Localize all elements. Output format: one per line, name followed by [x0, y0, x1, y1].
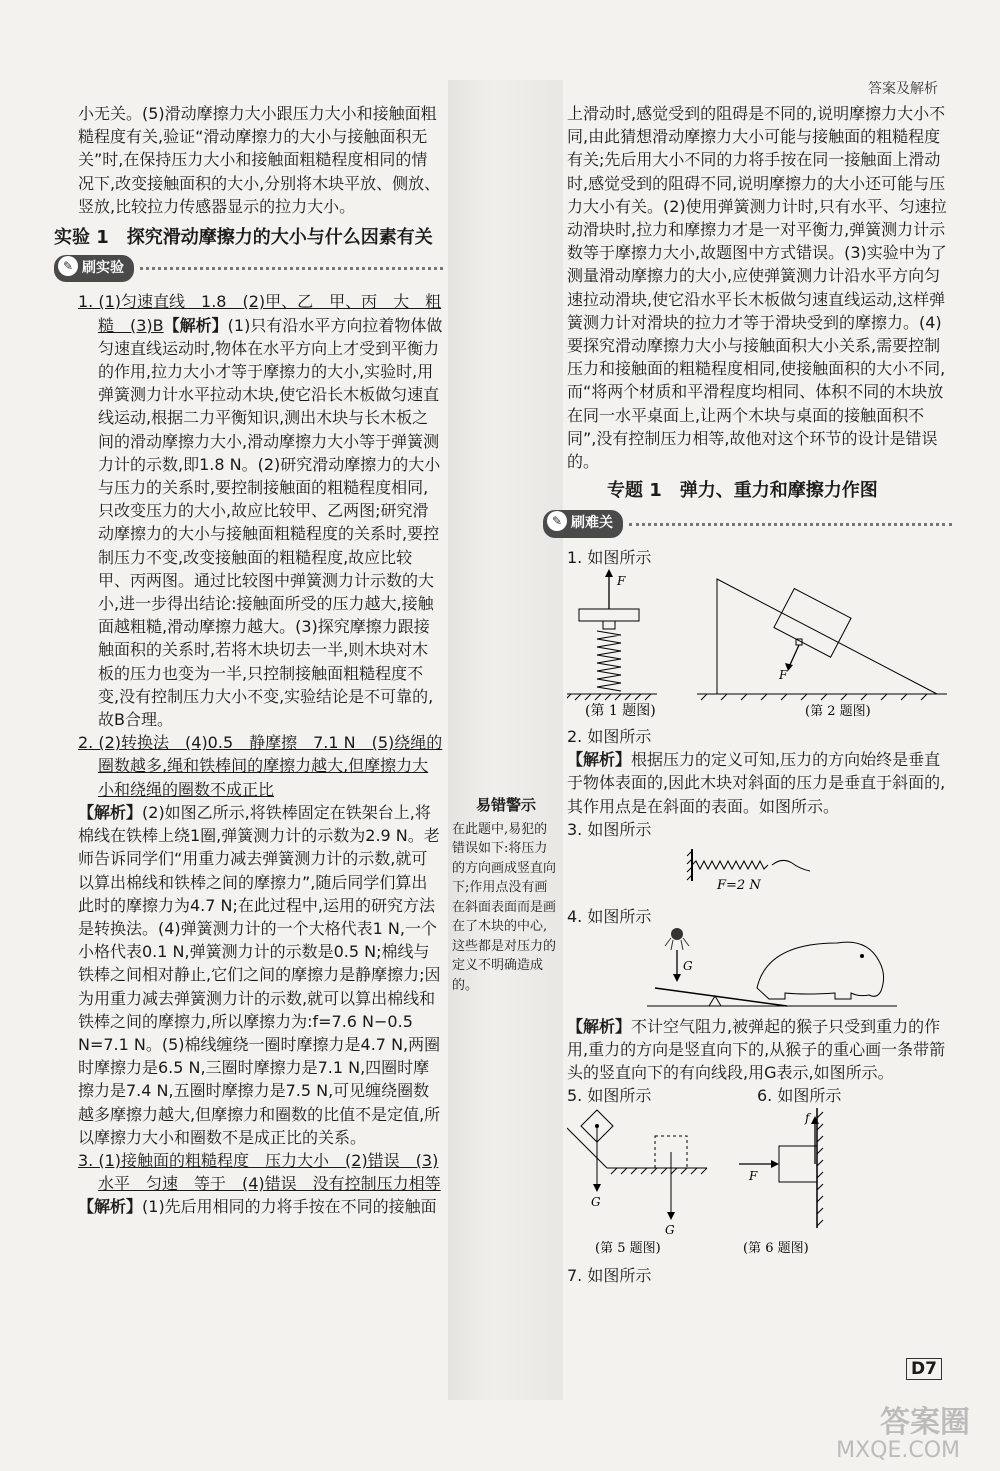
- q1-answer: 1. (1)匀速直线 1.8 (2)甲、乙 甲、丙 大 粗糙 (3)B【解析】(1)只有沿水平方向拉着物体做匀速直线运动时,物体在水平方向上才受到平衡力的作用,拉力大小才等于摩擦力的大小,实验时,用弹簧测力计水平拉动木块,使它沿长木板做匀速直线运动,根据二力平衡知识,测出木块与长木板之间的滑动摩擦力大小,滑动摩擦力大小等于弹簧测力计的示数,即1.8 N。(2)研究滑动摩擦力的大小与压力的关系时,要控制接触面的粗糙程度相同,只改变压力的大小,故应比较甲、乙两图;研究滑动摩擦力的大小与接触面粗糙程度的关系时,要控制压力不变,改变接触面的粗糙程度,故应比较甲、丙两图。通过比较图中弹簧测力计示数的大小,进一步得出结论:接触面所受的压力越大,接触面越粗糙,滑动摩擦力越大。(3)探究摩擦力跟接触面积的关系时,若将木块切去一半,则木块对木板的压力也变为一半,只控制接触面粗糙程度不变,没有控制压力大小不变,实验结论是不可靠的,故B合理。: [78, 292, 443, 730]
- svg-text:F=2 N: F=2 N: [717, 878, 761, 894]
- svg-text:G: G: [591, 1194, 601, 1209]
- topic-title: 专题 1 弹力、重力和摩擦力作图: [607, 480, 878, 502]
- a2-analysis: 【解析】根据压力的定义可知,压力的方向始终是垂直于物体表面的,因此木块对斜面的压力是垂直于斜面的,其作用点是在斜面的表面。如图所示。: [567, 750, 946, 816]
- svg-text:G: G: [683, 959, 693, 974]
- left-column: [54, 102, 443, 1219]
- section-badge: [54, 255, 443, 282]
- section-title: 实验 1 探究滑动摩擦力的大小与什么因素有关: [54, 227, 433, 249]
- svg-text:G: G: [665, 1222, 675, 1237]
- svg-text:(第 6 题图): (第 6 题图): [743, 1240, 809, 1256]
- pen-icon: ✎: [58, 256, 78, 276]
- svg-text:(第 1 题图): (第 1 题图): [585, 702, 656, 719]
- figure-4-elephant: [567, 928, 952, 1008]
- dotted-rule: [140, 267, 443, 270]
- page-header: 答案及解析: [868, 81, 938, 97]
- svg-text:F: F: [617, 573, 626, 588]
- svg-text:(第 5 题图): (第 5 题图): [595, 1240, 661, 1256]
- q3-analysis: 【解析】(1)先后用相同的力将手按在不同的接触面: [78, 1197, 437, 1217]
- a4-label: 4. 如图所示: [567, 907, 652, 927]
- a7-label: 7. 如图所示: [567, 1265, 652, 1285]
- topic-badge: [543, 510, 952, 537]
- watermark-url: MXQE.COM: [836, 1438, 960, 1463]
- fig2-incline-diagram: [697, 579, 947, 719]
- right-column: [551, 102, 952, 1287]
- q3-answer: 3. (1)接触面的粗糙程度 压力大小 (2)错误 (3)水平 匀速 等于 (4)错误 没有控制压力相等: [78, 1150, 441, 1194]
- svg-text:F: F: [779, 667, 788, 682]
- svg-text:f: f: [805, 1110, 810, 1125]
- fig6-diagram: [739, 1108, 823, 1256]
- svg-text:F: F: [749, 1168, 758, 1183]
- figure-1-2: [567, 569, 952, 719]
- q2-answer: 2. (2)转换法 (4)0.5 静摩擦 7.1 N (5)绕绳的圈数越多,绳和铁棒间的摩擦力越大,但摩擦力大小和绕绳的圈数不成正比: [78, 733, 443, 799]
- badge-label: 刷实验: [82, 260, 124, 277]
- a3-label: 3. 如图所示: [567, 819, 652, 839]
- warning-title: 易错警示: [475, 796, 536, 814]
- a2-label: 2. 如图所示: [567, 727, 652, 747]
- q2-analysis: 【解析】(2)如图乙所示,将铁棒固定在铁架台上,将棉线在铁棒上绕1圈,弹簧测力计的示数为2.9 N。老师告诉同学们“用重力减去弹簧测力计的示数,就可以算出棉线和铁棒之间的摩擦力”,随后同学们算出此时的摩擦力为4.7 N;在此过程中,运用的研究方法是转换法。(4)弹簧测力计的一个大格代表1 N,一个小格代表0.1 N,弹簧测力计的示数是0.5 N;棉线与铁棒之间相对静止,它们之间的摩擦力是静摩擦力;因为用重力减去弹簧测力计的示数,就可以算出棉线和铁棒之间的摩擦力,所以摩擦力为:f=7.6 N−0.5 N=7.1 N。(5)棉线缠绕一圈时摩擦力是4.7 N,两圈时摩擦力是6.5 N,三圈时摩擦力是7.1 N,四圈时摩擦力是7.4 N,五圈时摩擦力是7.5 N,可见缠绕圈数越多摩擦力越大,但摩擦力和圈数的比值不是定值,所以摩擦力大小和圈数不是成正比的关系。: [78, 802, 441, 1147]
- watermark-logo: 答案圈: [880, 1405, 970, 1440]
- a5-a6-labels: [567, 1084, 952, 1107]
- svg-text:(第 2 题图): (第 2 题图): [805, 703, 871, 719]
- a4-analysis: 【解析】不计空气阻力,被弹起的猴子只受到重力的作用,重力的方向是竖直向下的,从猴子的重心画一条带箭头的竖直向下的有向线段,用G表示,如图所示。: [567, 1016, 946, 1083]
- warning-body: 在此题中,易犯的错误如下:将压力的方向画成竖直向下;作用点没有画在斜面表面而是画在了木块的中心,这些都是对压力的定义不明确造成的。: [452, 821, 557, 993]
- fig1-spring-diagram: [567, 569, 657, 719]
- dotted-rule: [629, 523, 952, 526]
- figure-3: [567, 841, 952, 899]
- badge-label: 刷难关: [571, 515, 613, 532]
- a1-label: 1. 如图所示: [567, 547, 652, 567]
- pen-icon: ✎: [547, 511, 567, 531]
- fig5-diagram: [567, 1110, 707, 1256]
- a5-label: 5. 如图所示: [567, 1086, 652, 1106]
- center-strip: [448, 80, 563, 1400]
- page-number: D7: [906, 1358, 942, 1380]
- continued-analysis: 上滑动时,感觉受到的阻碍是不同的,说明摩擦力大小不同,由此猜想滑动摩擦力大小可能与接触面的粗糙程度有关;先后用大小不同的力将手按在同一接触面上滑动时,感觉受到的阻碍不同,说明摩擦力的大小还可能与压力大小有关。(2)使用弹簧测力计时,只有水平、匀速拉动滑块时,拉力和摩擦力才是一对平衡力,弹簧测力计示数等于摩擦力大小,故题图中方式错误。(3)实验中为了测量滑动摩擦力的大小,应使弹簧测力计沿水平方向匀速拉动滑块,使它沿水平长木板做匀速直线运动,这样弹簧测力计对滑块的拉力才等于滑块受到的摩擦力。(4)要探究滑动摩擦力大小与接触面积大小关系,需要控制压力和接触面的粗糙程度相同,使接触面积的大小不同,而“将两个材质和平滑程度均相同、体积不同的木块放在同一水平桌面上,让两个木块与桌面的接触面积不同”,没有控制压力相等,故他对这个环节的设计是错误的。: [567, 104, 947, 472]
- intro-paragraph: 小无关。(5)滑动摩擦力大小跟压力大小和接触面粗糙程度有关,验证“滑动摩擦力的大小与接触面积无关”时,在保持压力大小和接触面粗糙程度相同的情况下,改变接触面积的大小,分别将木块平放、侧放、竖放,比较拉力传感器显示的拉力大小。: [78, 104, 441, 216]
- error-warning-box: [452, 796, 560, 995]
- figure-5-6: [567, 1108, 952, 1258]
- a6-label: 6. 如图所示: [757, 1086, 842, 1106]
